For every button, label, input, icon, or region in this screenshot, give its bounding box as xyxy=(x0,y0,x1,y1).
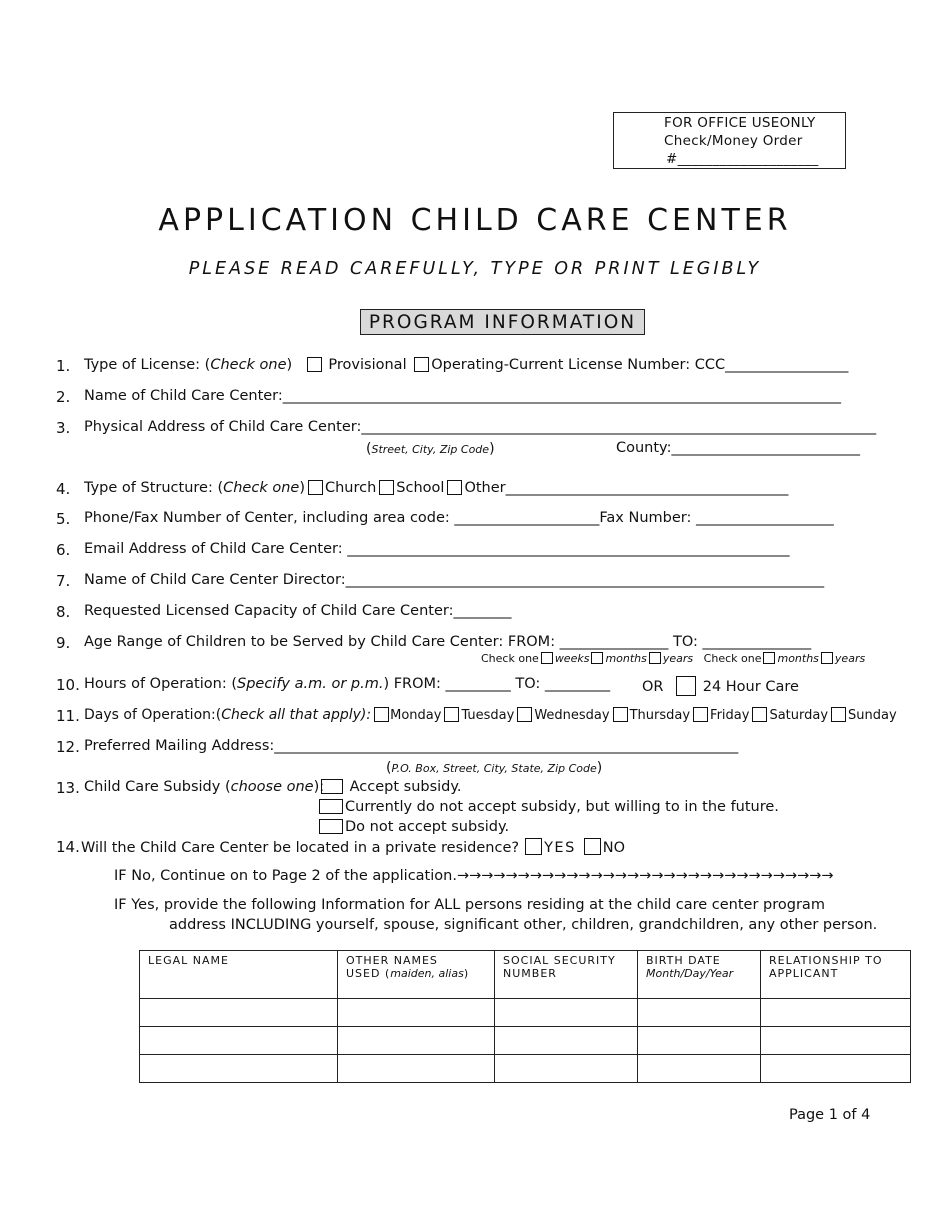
label: Check one xyxy=(703,652,762,665)
label-emph: Check one xyxy=(223,480,300,496)
subsidy-opt1 xyxy=(318,779,462,795)
label: Monday xyxy=(390,708,442,723)
accept-subsidy-checkbox[interactable] xyxy=(321,779,343,794)
table-cell[interactable] xyxy=(140,1027,338,1055)
yes-checkbox[interactable] xyxy=(525,838,542,855)
residence-row xyxy=(81,838,625,856)
item-number: 2. xyxy=(56,388,71,406)
table-header-row xyxy=(140,951,911,999)
table-row xyxy=(140,999,911,1027)
provisional-label: Provisional xyxy=(328,357,407,373)
phone-fax-field[interactable]: Phone/Fax Number of Center, including area code: ____________________Fax Number: ___________________ xyxy=(84,510,834,526)
from-weeks-checkbox[interactable] xyxy=(541,652,553,664)
label: YES xyxy=(544,840,576,856)
future-subsidy-checkbox[interactable] xyxy=(319,799,343,814)
label: Tuesday xyxy=(461,708,515,723)
label: ) xyxy=(463,967,470,980)
other-checkbox[interactable] xyxy=(447,480,462,495)
col-relationship xyxy=(761,951,911,999)
table-cell[interactable] xyxy=(338,1055,495,1083)
page-number: Page 1 of 4 xyxy=(789,1107,871,1123)
label: 24 Hour Care xyxy=(702,679,799,695)
label: NO xyxy=(602,840,626,856)
license-number-field[interactable]: Operating-Current License Number: CCC_________________ xyxy=(431,357,849,373)
label: RELATIONSHIP TO xyxy=(769,954,883,967)
structure-type-row xyxy=(84,480,788,496)
if-yes-instruction: IF Yes, provide the following Information for ALL persons residing at the child care center program xyxy=(114,897,825,913)
from-years-checkbox[interactable] xyxy=(649,652,661,664)
page-title: APPLICATION CHILD CARE CENTER xyxy=(158,203,792,238)
capacity-field[interactable]: Requested Licensed Capacity of Child Care Center:________ xyxy=(84,603,512,619)
section-heading: PROGRAM INFORMATION xyxy=(360,309,645,335)
table-cell[interactable] xyxy=(761,1055,911,1083)
label: SOCIAL SECURITY xyxy=(503,954,616,967)
no-checkbox[interactable] xyxy=(584,838,601,855)
label: weeks xyxy=(554,652,590,665)
table-cell[interactable] xyxy=(638,1027,761,1055)
table-cell[interactable] xyxy=(338,999,495,1027)
church-checkbox[interactable] xyxy=(308,480,323,495)
from-months-checkbox[interactable] xyxy=(591,652,603,664)
to-months-checkbox[interactable] xyxy=(763,652,775,664)
monday-checkbox[interactable] xyxy=(374,707,389,722)
label: ) xyxy=(596,760,603,776)
to-years-checkbox[interactable] xyxy=(821,652,833,664)
school-label: School xyxy=(396,480,445,496)
tuesday-checkbox[interactable] xyxy=(444,707,459,722)
item-number: 13. xyxy=(56,779,80,797)
county-field[interactable]: County:__________________________ xyxy=(616,440,860,456)
item-number: 14. xyxy=(56,838,80,856)
label-emph: Specify a.m. or p.m. xyxy=(237,676,384,692)
label: Street, City, Zip Code xyxy=(371,443,490,456)
table-row xyxy=(140,1055,911,1083)
label: USED ( xyxy=(346,967,391,980)
table-row xyxy=(140,1027,911,1055)
no-subsidy-checkbox[interactable] xyxy=(319,819,343,834)
table-cell[interactable] xyxy=(140,999,338,1027)
table-cell[interactable] xyxy=(338,1027,495,1055)
label: LEGAL NAME xyxy=(148,954,229,967)
label: BIRTH DATE xyxy=(646,954,721,967)
24-hour-checkbox[interactable] xyxy=(676,676,696,696)
provisional-checkbox[interactable] xyxy=(307,357,322,372)
check-money-order-label: Check/Money Order xyxy=(664,133,803,149)
days-row xyxy=(84,707,897,723)
col-legal-name xyxy=(140,951,338,999)
other-field[interactable]: Other_______________________________________ xyxy=(464,480,789,496)
label: Days of Operation:( xyxy=(84,707,222,723)
age-units-row xyxy=(481,652,865,665)
label: Thursday xyxy=(629,708,691,723)
age-range-field[interactable]: Age Range of Children to be Served by Child Care Center: FROM: _______________ TO: _______________ xyxy=(84,634,812,650)
label: maiden, alias xyxy=(390,967,464,980)
table-cell[interactable] xyxy=(495,1027,638,1055)
item-number: 6. xyxy=(56,541,71,559)
office-use-box xyxy=(613,112,846,169)
label: ): xyxy=(313,779,325,795)
director-name-field[interactable]: Name of Child Care Center Director:__________________________________________________________________ xyxy=(84,572,825,588)
church-label: Church xyxy=(324,480,377,496)
residents-table xyxy=(139,950,911,1083)
label: OTHER NAMES xyxy=(346,954,438,967)
mailing-address-field[interactable]: Preferred Mailing Address:________________________________________________________________ xyxy=(84,738,739,754)
col-birth-date xyxy=(638,951,761,999)
label: Type of License: ( xyxy=(84,357,211,373)
center-name-field[interactable]: Name of Child Care Center:_____________________________________________________________________________ xyxy=(84,388,842,404)
label: ) xyxy=(299,480,305,496)
friday-checkbox[interactable] xyxy=(693,707,708,722)
table-cell[interactable] xyxy=(638,1055,761,1083)
label: Accept subsidy. xyxy=(349,779,462,795)
item-number: 11. xyxy=(56,707,80,725)
label: OR xyxy=(642,679,664,695)
mailing-hint xyxy=(386,760,602,776)
label-emph: Check all that apply): xyxy=(221,707,372,723)
label: years xyxy=(662,652,694,665)
table-cell[interactable] xyxy=(761,999,911,1027)
item-number: 8. xyxy=(56,603,71,621)
label: ) xyxy=(489,441,495,457)
label: ( xyxy=(366,441,372,457)
if-no-instruction: IF No, Continue on to Page 2 of the application.→→→→→→→→→→→→→→→→→→→→→→→→→→→→→→→ xyxy=(114,868,834,884)
label: Child Care Subsidy ( xyxy=(84,779,231,795)
label: NUMBER xyxy=(503,967,557,980)
item-number: 4. xyxy=(56,480,71,498)
item-number: 7. xyxy=(56,572,71,590)
thursday-checkbox[interactable] xyxy=(613,707,628,722)
table-cell[interactable] xyxy=(495,1055,638,1083)
subsidy-label xyxy=(84,779,324,795)
label: Wednesday xyxy=(534,708,610,723)
if-yes-instruction-2: address INCLUDING yourself, spouse, significant other, children, grandchildren, any other person. xyxy=(169,917,878,933)
hours-field[interactable]: ) FROM: _________ TO: _________ xyxy=(383,676,611,692)
label: years xyxy=(834,652,866,665)
item-number: 9. xyxy=(56,634,71,652)
label: Hours of Operation: ( xyxy=(84,676,237,692)
label: Currently do not accept subsidy, but willing to in the future. xyxy=(345,799,779,815)
wednesday-checkbox[interactable] xyxy=(517,707,532,722)
item-number: 12. xyxy=(56,738,80,756)
label: months xyxy=(777,652,819,665)
label: ) xyxy=(286,357,293,373)
label: Type of Structure: ( xyxy=(84,480,224,496)
label: Friday xyxy=(710,708,750,723)
label: Check one xyxy=(481,652,539,665)
sunday-checkbox[interactable] xyxy=(831,707,846,722)
subsidy-opt2 xyxy=(316,799,779,815)
item-number: 5. xyxy=(56,510,71,528)
hours-24-row xyxy=(642,676,799,696)
label: Saturday xyxy=(769,708,829,723)
label: APPLICANT xyxy=(769,967,839,980)
table-cell[interactable] xyxy=(638,999,761,1027)
label: P.O. Box, Street, City, State, Zip Code xyxy=(391,762,597,775)
label: Sunday xyxy=(848,708,897,723)
email-field[interactable]: Email Address of Child Care Center: _____________________________________________________________ xyxy=(84,541,790,557)
table-cell[interactable] xyxy=(140,1055,338,1083)
item-number: 10. xyxy=(56,676,80,694)
col-ssn xyxy=(495,951,638,999)
label: Do not accept subsidy. xyxy=(345,819,510,835)
table-cell[interactable] xyxy=(761,1027,911,1055)
physical-address-field[interactable]: Physical Address of Child Care Center:_______________________________________________________________________ xyxy=(84,419,877,435)
table-cell[interactable] xyxy=(495,999,638,1027)
operating-checkbox[interactable] xyxy=(414,357,429,372)
subsidy-opt3 xyxy=(316,819,509,835)
label: months xyxy=(605,652,647,665)
office-use-label: FOR OFFICE USEONLY xyxy=(664,115,816,131)
col-other-names xyxy=(338,951,495,999)
item-number: 3. xyxy=(56,419,71,437)
license-type-row xyxy=(84,357,848,373)
label-emph: Check one xyxy=(210,357,287,373)
school-checkbox[interactable] xyxy=(379,480,394,495)
label: Will the Child Care Center be located in a private residence? xyxy=(81,840,520,856)
label: ( xyxy=(386,760,392,776)
page-subtitle: PLEASE READ CAREFULLY, TYPE OR PRINT LEGIBLY xyxy=(188,259,762,279)
label-emph: choose one xyxy=(230,779,314,795)
label: Month/Day/Year xyxy=(646,967,734,980)
saturday-checkbox[interactable] xyxy=(752,707,767,722)
check-number-field[interactable]: #____________________ xyxy=(666,151,819,167)
address-hint xyxy=(366,441,495,457)
hours-row xyxy=(84,676,610,692)
item-number: 1. xyxy=(56,357,71,375)
